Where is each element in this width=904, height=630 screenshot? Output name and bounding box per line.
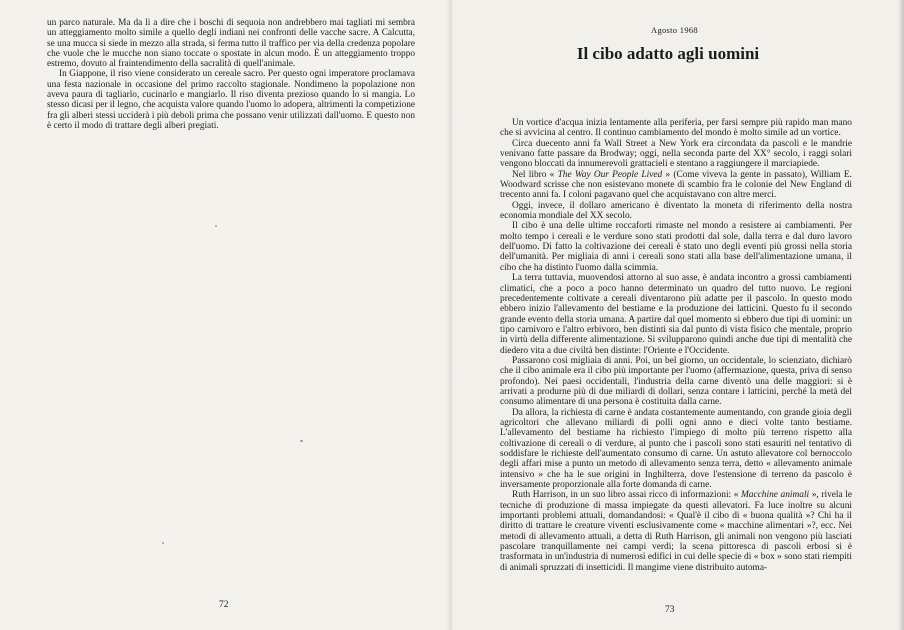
paragraph-text: Ruth Harrison, in un suo libro assai ricco di informazioni: « xyxy=(512,490,741,501)
page-edge-shadow xyxy=(898,0,904,630)
right-page-body xyxy=(500,118,852,573)
paragraph: In Giappone, il riso viene considerato un cereale sacro. Per questo ogni imperatore proclamava una festa nazionale in occasione del primo raccolto stagionale. Nondimeno la popolazione non aveva paura di tagliarlo, cucinarlo e mangiarlo. Il riso diventa prezioso quando lo si mangia. Lo stesso dicasi per il legno, che acquista valore quando l'uomo lo adopera, altrimenti la competizione fra gli alberi stessi ucciderà i più deboli prima che possano venir utilizzati dall'uomo. E questo non è certo il modo di trattare degli alberi pregiati. xyxy=(47,69,415,131)
paragraph-text: » (Come viveva la gente in passato), William E. Woodward scrisse che non esistevano monete di scambio fra le colonie del New England di trecento anni fa. I coloni pagavano quel che acquistavano con altre merci. xyxy=(500,169,852,201)
page-number-left: 72 xyxy=(219,600,229,610)
paragraph: Da allora, la richiesta di carne è andata costantemente aumentando, con grande gioia degli agricoltori che allevano miliardi di polli ogni anno e dieci volte tanto bestiame. L'allevamento del bestiame ha richiesto l'impiego di molto più terreno rispetto alla coltivazione di cereali o di verdure, al punto che i pascoli sono stati esauriti nel tentativo di soddisfare le richieste dell'aumentato consumo di carne. Un astuto allevatore col bernoccolo degli affari mise a punto un metodo di allevamento senza terra, detto « allevamento animale intensivo » che ha le sue origini in Inghilterra, dove l'estensione di terreno da pascolo è inversamente proporzionale alla forte domanda di carne. xyxy=(500,407,852,491)
paragraph: Circa duecento anni fa Wall Street a New York era circondata da pascoli e le mandrie venivano fatte passare da Brodway; oggi, nella seconda parte del XX° secolo, i raggi solari vengono bloccati da innumerevoli grattacieli e stentano a raggiungere il marciapiede. xyxy=(500,138,852,170)
paragraph: un parco naturale. Ma da lì a dire che i boschi di sequoia non andrebbero mai tagliati mi sembra un atteggiamento molto simile a quello degli indiani nei confronti delle vacche sacre. A Calcutta, se una mucca si siede in mezzo alla strada, si ferma tutto il traffico per via della credenza popolare che vuole che le mucche non siano toccate o spostate in alcun modo. È un atteggiamento troppo estremo, dovuto al fraintendimento della sacralità di quell'animale. xyxy=(47,18,415,70)
book-title: Macchine animali xyxy=(740,490,810,501)
paragraph: Un vortice d'acqua inizia lentamente alla periferia, per farsi sempre più rapido man mano che si avvicina al centro. Il continuo cambiamento del mondo è molto simile ad un vortice. xyxy=(500,118,852,139)
book-title: The Way Our People Lived xyxy=(557,169,663,180)
left-page-body xyxy=(47,18,415,131)
paragraph: Passarono così migliaia di anni. Poi, un bel giorno, un occidentale, lo scienziato, dichiarò che il cibo animale era il cibo più importante per l'uomo (affermazione, questa, priva di senso profondo). Nei paesi occidentali, l'industria della carne diventò una delle maggiori: si è arrivati a produrne più di due miliardi di dollari, senza contare i latticini, perché la metà del consumo alimentare di una persona è costituita dalla carne. xyxy=(500,355,852,408)
chapter-title: Il cibo adatto agli uomini xyxy=(576,44,760,63)
paragraph xyxy=(500,490,852,573)
scan-speck xyxy=(162,542,164,544)
scan-speck xyxy=(300,440,303,442)
chapter-date: Agosto 1968 xyxy=(651,25,698,35)
paragraph: Il cibo è una delle ultime roccaforti rimaste nel mondo a resistere ai cambiamenti. Per molto tempo i cereali e le verdure sono stati prodotti dal sole, dalla terra e dal duro lavoro dell'uomo. Di fatto la coltivazione dei cereali è stato uno degli eventi più grossi nella storia dell'umanità. Per migliaia di anni i cereali sono stati alla base dell'alimentazione umana, il cibo che ha distinto l'uomo dalla scimmia. xyxy=(500,221,852,273)
paragraph-text: Nel libro « xyxy=(512,169,558,180)
paragraph xyxy=(500,170,852,201)
paragraph: La terra tuttavia, muovendosi attorno al suo asse, è andata incontro a grossi cambiamenti climatici, che a poco a poco hanno determinato un quadro del tutto nuovo. Le regioni precedentemente coltivate a cereali diventarono più adatte per il pascolo. In questo modo ebbero inizio l'allevamento del bestiame e la produzione dei latticini. Questo fu il secondo grande evento della storia umana. A partire dal quel momento si ebbero due tipi di uomini: un tipo carnivoro e l'altro erbivoro, ben distinti sia dal punto di vista fisico che mentale, proprio in virtù della differente alimentazione. Si svilupparono quindi anche due tipi di mentalità che diedero vita a due civiltà ben distinte: l'Oriente e l'Occidente. xyxy=(500,273,852,356)
paragraph: Oggi, invece, il dollaro americano è diventato la moneta di riferimento della nostra economia mondiale del XX secolo. xyxy=(500,200,852,222)
right-page xyxy=(452,0,904,630)
paragraph-text: », rivela le tecniche di produzione di massa impiegate da questi allevatori. Fa luce inoltre su alcuni importanti problemi attuali, domandandosi: « Qual'è il cibo di « buona qualità »? Chi ha il diritto di trattare le creature viventi esclusivamente come « macchine alimentari »?, ecc. Nei metodi di allevamento attuali, a detta di Ruth Harrison, gli animali non vengono più lasciati pascolare tranquillamente nei campi verdi; la scena pittoresca di pascoli erbosi si è trasformata in un'industria di numerosi edifici in cui delle specie di « box » sono stati riempiti di animali spruzzati di insetticidi. Il mangime viene distribuito automa- xyxy=(500,490,853,573)
scan-speck xyxy=(215,225,217,227)
page-number-right: 73 xyxy=(665,605,675,615)
